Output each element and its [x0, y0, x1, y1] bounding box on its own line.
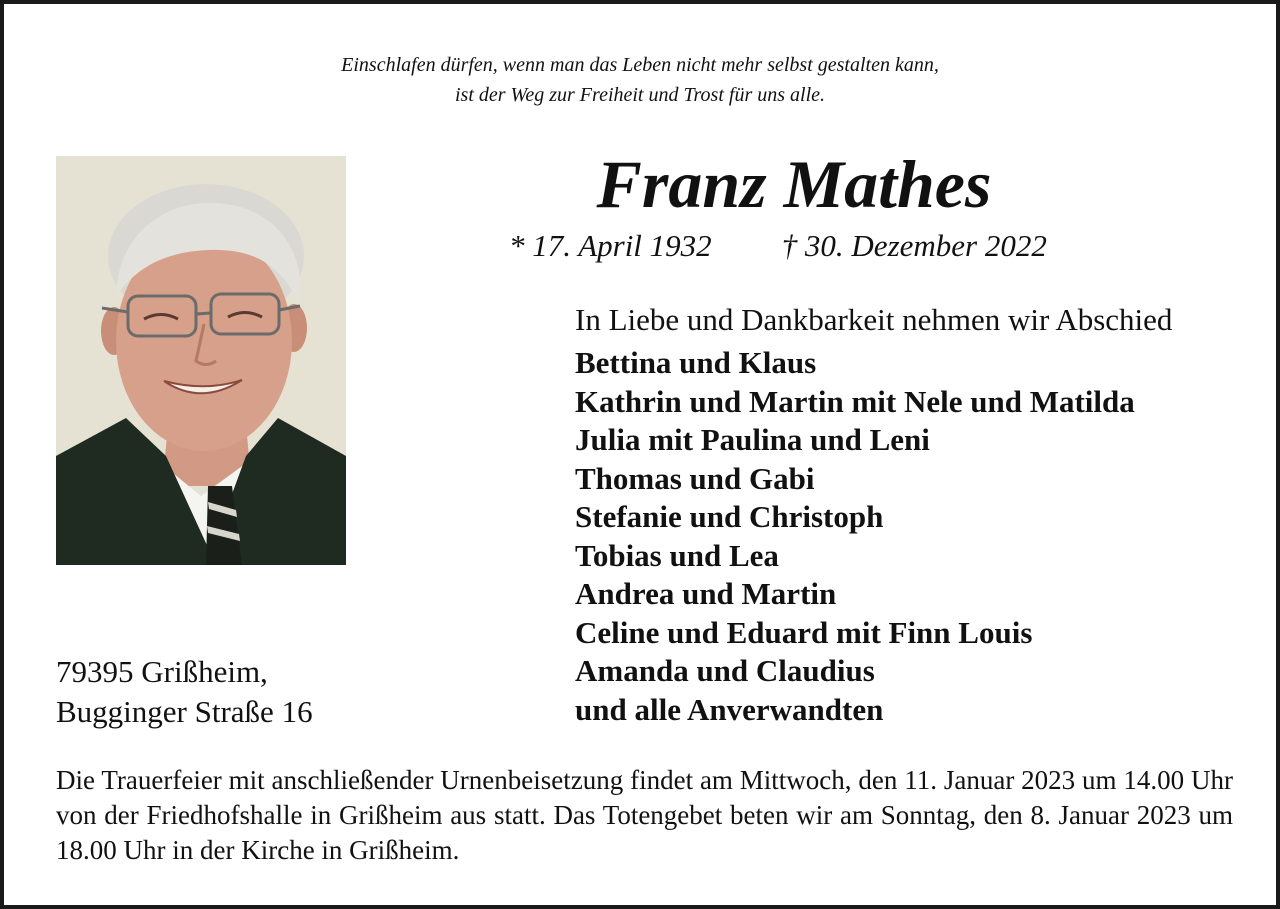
portrait-photo	[56, 156, 346, 565]
address-line-2: Bugginger Straße 16	[56, 694, 313, 729]
birth-date: * 17. April 1932	[509, 228, 712, 263]
mourner-line: und alle Anverwandten	[575, 691, 884, 727]
mourner-line: Stefanie und Christoph	[575, 499, 884, 534]
mourner-line: Thomas und Gabi	[575, 460, 815, 496]
motto-line-2: ist der Weg zur Freiheit und Trost für uns alle.	[454, 84, 826, 106]
death-date: † 30. Dezember 2022	[781, 228, 1047, 263]
motto	[4, 50, 1276, 110]
mourners-list	[575, 344, 1135, 729]
mourner-line: Julia mit Paulina und Leni	[575, 422, 930, 457]
address-line-1: 79395 Grißheim,	[56, 654, 268, 689]
farewell-text: In Liebe und Dankbarkeit nehmen wir Abschied	[575, 302, 1173, 337]
mourner-line: Bettina und Klaus	[575, 345, 817, 380]
ceremony-info: Die Trauerfeier mit anschließender Urnenbeisetzung findet am Mittwoch, den 11. Januar 2023 um 14.00 Uhr von der Friedhofshalle in Grißheim aus statt. Das Totengebet beten wir am Sonntag, den 8. Januar 2023 um 18.00 Uhr in der Kirche in Grißheim.	[56, 765, 1233, 865]
mourner-line: Kathrin und Martin mit Nele und Matilda	[575, 383, 1135, 419]
life-dates	[509, 224, 1047, 268]
mourner-line: Amanda und Claudius	[575, 653, 875, 688]
mourner-line: Celine und Eduard mit Finn Louis	[575, 614, 1033, 650]
address	[56, 652, 313, 732]
deceased-name: Franz Mathes	[596, 146, 992, 222]
motto-line-1: Einschlafen dürfen, wenn man das Leben nicht mehr selbst gestalten kann,	[341, 54, 939, 76]
mourner-line: Tobias und Lea	[575, 537, 779, 573]
mourner-line: Andrea und Martin	[575, 576, 837, 611]
